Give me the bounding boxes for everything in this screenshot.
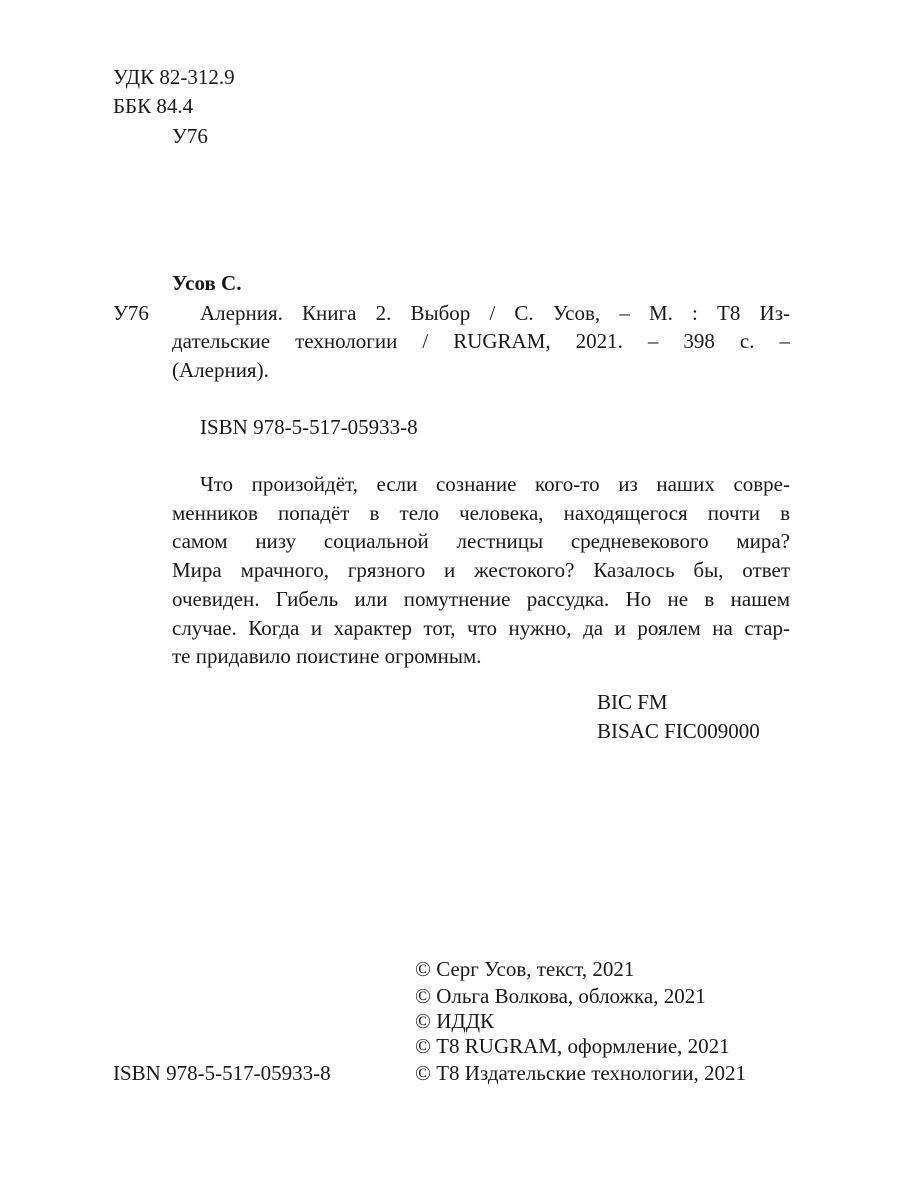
copyright-line: © Серг Усов, текст, 2021	[415, 957, 635, 981]
bbk-code: ББК 84.4	[113, 94, 194, 118]
annotation-line: случае. Когда и характер тот, что нужно, да и роялем на стар-	[172, 616, 790, 640]
annotation-line: те придавило поистине огромным.	[172, 644, 482, 668]
record-author: Усов С.	[172, 271, 242, 295]
annotation-line: очевиден. Гибель или помутнение рассудка. Но не в нашем	[172, 587, 790, 611]
footer-isbn: ISBN 978-5-517-05933-8	[113, 1061, 331, 1085]
copyright-line: © ИДДК	[415, 1009, 495, 1033]
copyright-line: © Ольга Волкова, обложка, 2021	[415, 984, 706, 1008]
copyright-line: © Т8 Издательские технологии, 2021	[415, 1061, 746, 1085]
record-description-line: (Алерния).	[172, 358, 269, 382]
bic-code: BIC FM	[597, 690, 668, 714]
annotation-line: Мира мрачного, грязного и жестокого? Казалось бы, ответ	[172, 558, 790, 582]
udk-code: УДК 82-312.9	[113, 65, 235, 89]
bisac-code: BISAC FIC009000	[597, 719, 760, 743]
annotation-line: Что произойдёт, если сознание кого-то из наших совре-	[200, 472, 790, 496]
record-author-sign: У76	[113, 301, 149, 325]
record-description-line: дательские технологии / RUGRAM, 2021. – 398 с. –	[172, 329, 790, 353]
record-description-line: Алерния. Книга 2. Выбор / С. Усов, – М. : Т8 Из-	[200, 301, 790, 325]
annotation-line: менников попадёт в тело человека, находящегося почти в	[172, 501, 790, 525]
annotation-line: самом низу социальной лестницы средневекового мира?	[172, 529, 790, 553]
copyright-line: © Т8 RUGRAM, оформление, 2021	[415, 1034, 730, 1058]
author-sign: У76	[172, 124, 208, 148]
record-isbn: ISBN 978-5-517-05933-8	[200, 415, 418, 439]
